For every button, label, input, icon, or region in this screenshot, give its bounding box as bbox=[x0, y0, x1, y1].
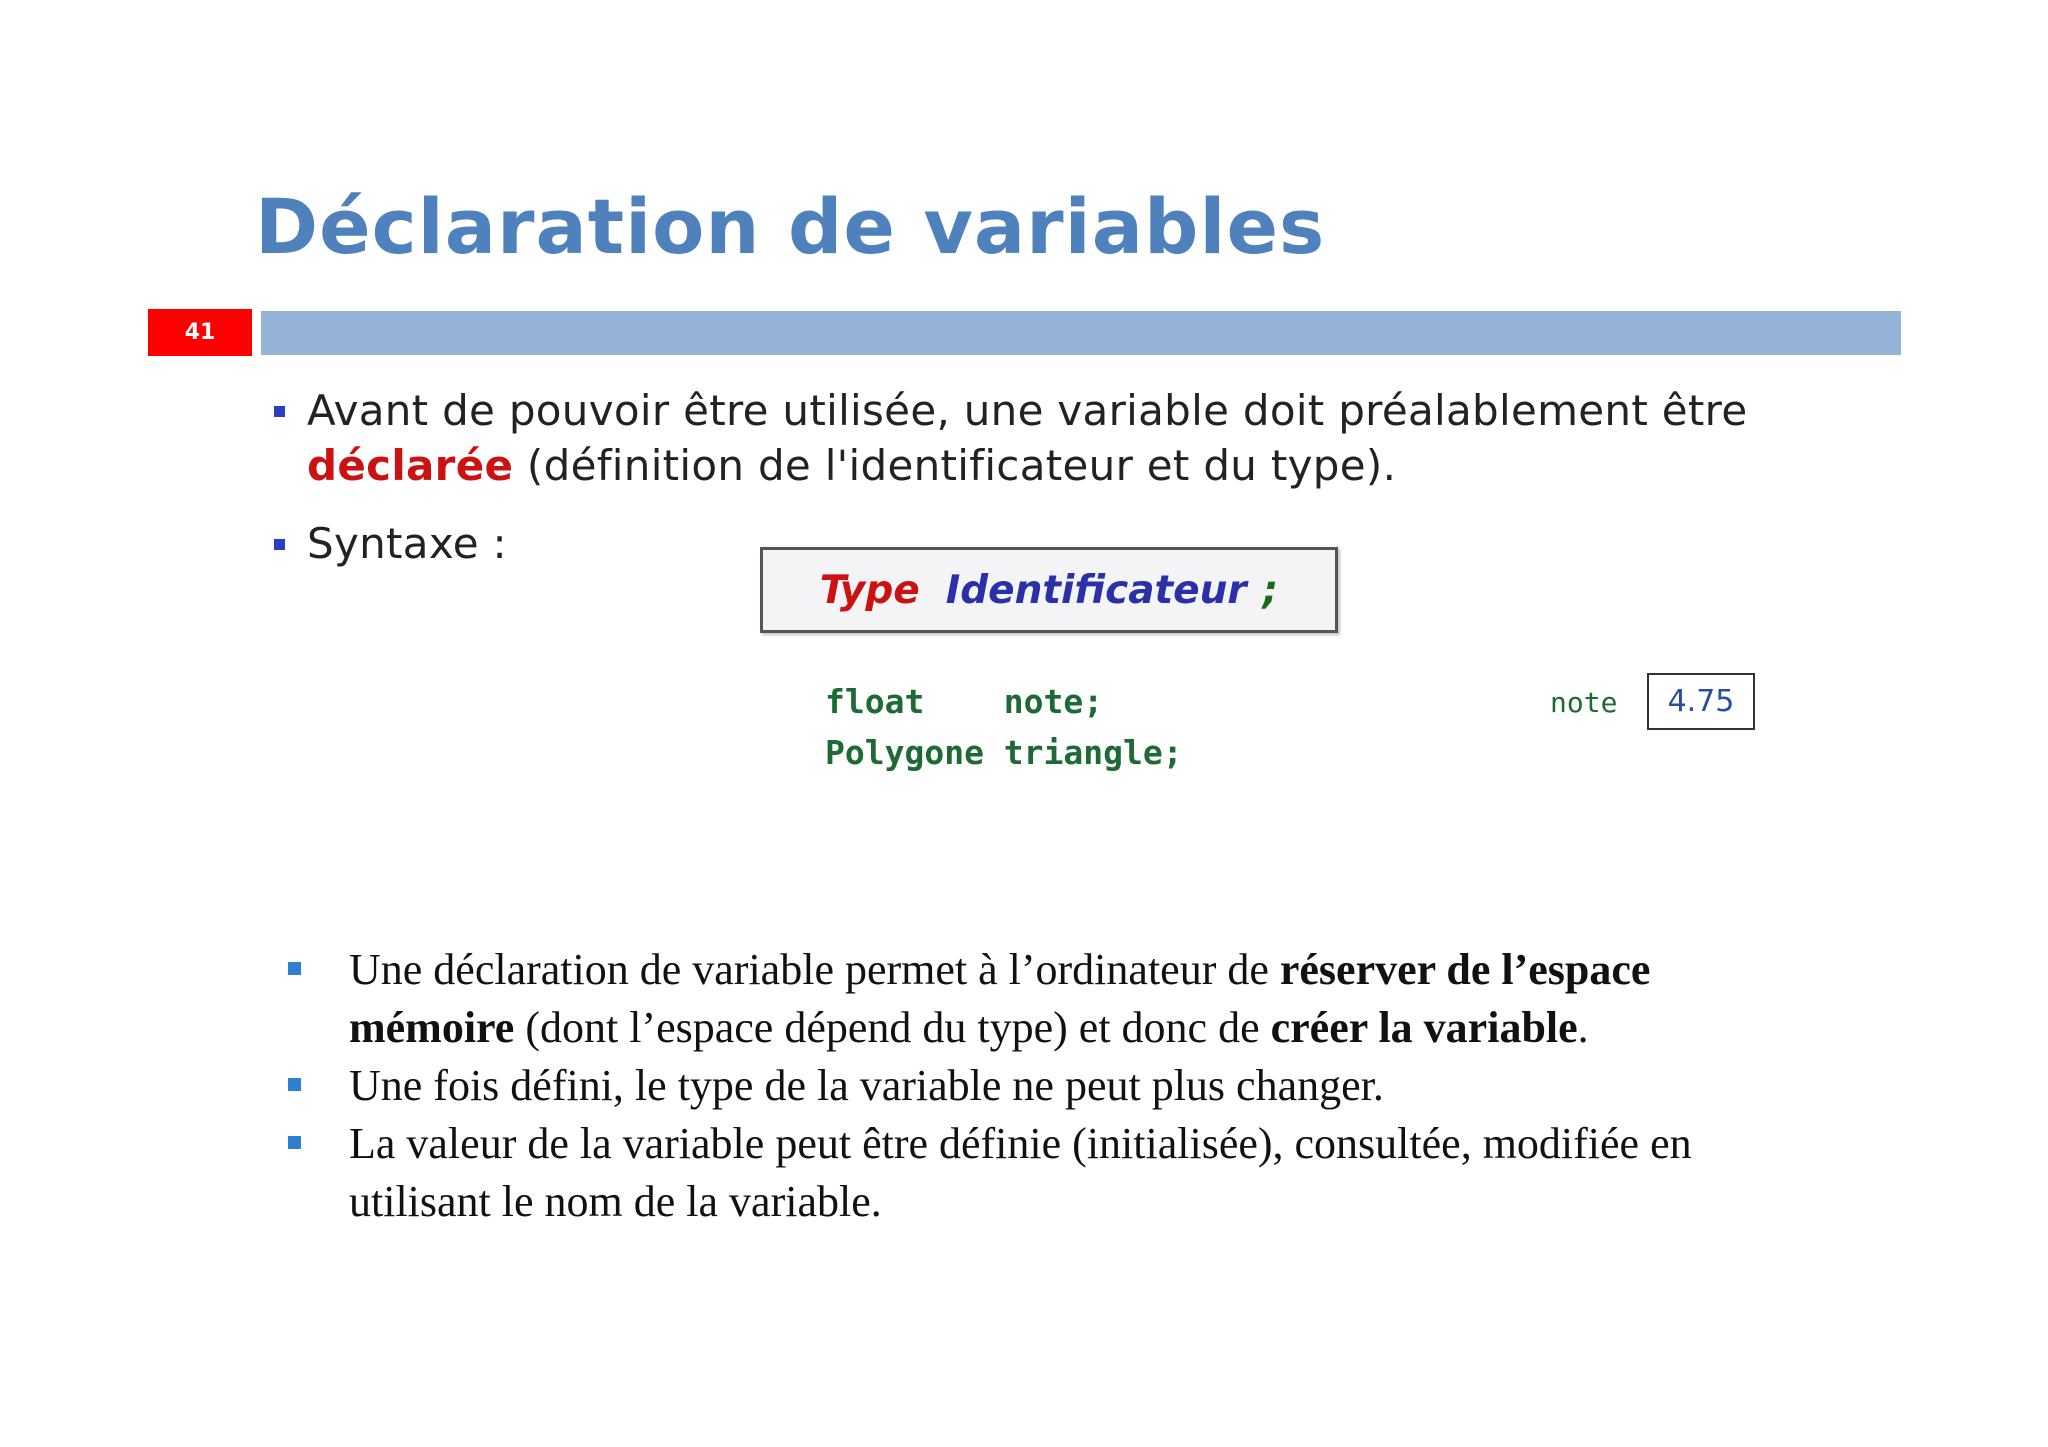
code-line-float: float note; bbox=[825, 682, 1104, 721]
reserve-text: Une déclaration de variable permet à l’ordinateur de bbox=[349, 945, 1280, 994]
syntax-semicolon: ; bbox=[1262, 567, 1279, 613]
syntax-identifier: Identificateur bbox=[945, 567, 1247, 613]
slide-number: 41 bbox=[184, 320, 216, 345]
bullet-reserve-line2 bbox=[349, 1002, 1589, 1053]
period: . bbox=[1577, 1003, 1589, 1052]
bullet-square-icon bbox=[288, 1078, 301, 1091]
memory-cell bbox=[1647, 673, 1755, 730]
slide-number-badge bbox=[148, 309, 252, 356]
creer-bold: créer la variable bbox=[1270, 1003, 1578, 1052]
syntax-box bbox=[760, 547, 1338, 633]
memoire-bold: mémoire bbox=[349, 1003, 515, 1052]
code-line-polygone: Polygone triangle; bbox=[825, 733, 1183, 772]
bullet-value-line1: La valeur de la variable peut être définie (initialisée), consultée, modifiée en bbox=[349, 1119, 1692, 1168]
bullet-declaration-line2 bbox=[307, 441, 1396, 490]
memory-variable-label: note bbox=[1550, 686, 1618, 719]
bullet-type-fixed: Une fois défini, le type de la variable ne peut plus changer. bbox=[349, 1061, 1384, 1110]
memory-cell-value: 4.75 bbox=[1667, 684, 1735, 719]
declaration-rest: (définition de l'identificateur et du type). bbox=[513, 441, 1397, 490]
bullet-value-line2: utilisant le nom de la variable. bbox=[349, 1177, 882, 1226]
declaree-keyword: déclarée bbox=[307, 441, 514, 490]
memoire-text: (dont l’espace dépend du type) et donc de bbox=[514, 1003, 1271, 1052]
bullet-square-icon bbox=[288, 962, 301, 975]
bullet-square-icon bbox=[274, 539, 285, 550]
slide-title: Déclaration de variables bbox=[255, 182, 1326, 271]
bullet-syntax: Syntaxe : bbox=[307, 519, 507, 568]
bullet-square-icon bbox=[288, 1136, 301, 1149]
bullet-declaration-line1: Avant de pouvoir être utilisée, une variable doit préalablement être bbox=[307, 386, 1748, 435]
bullet-reserve-line1 bbox=[349, 944, 1650, 995]
bullet-square-icon bbox=[274, 406, 285, 417]
syntax-type: Type bbox=[819, 567, 920, 613]
title-underline-bar bbox=[261, 311, 1901, 355]
reserve-bold: réserver de l’espace bbox=[1279, 945, 1651, 994]
